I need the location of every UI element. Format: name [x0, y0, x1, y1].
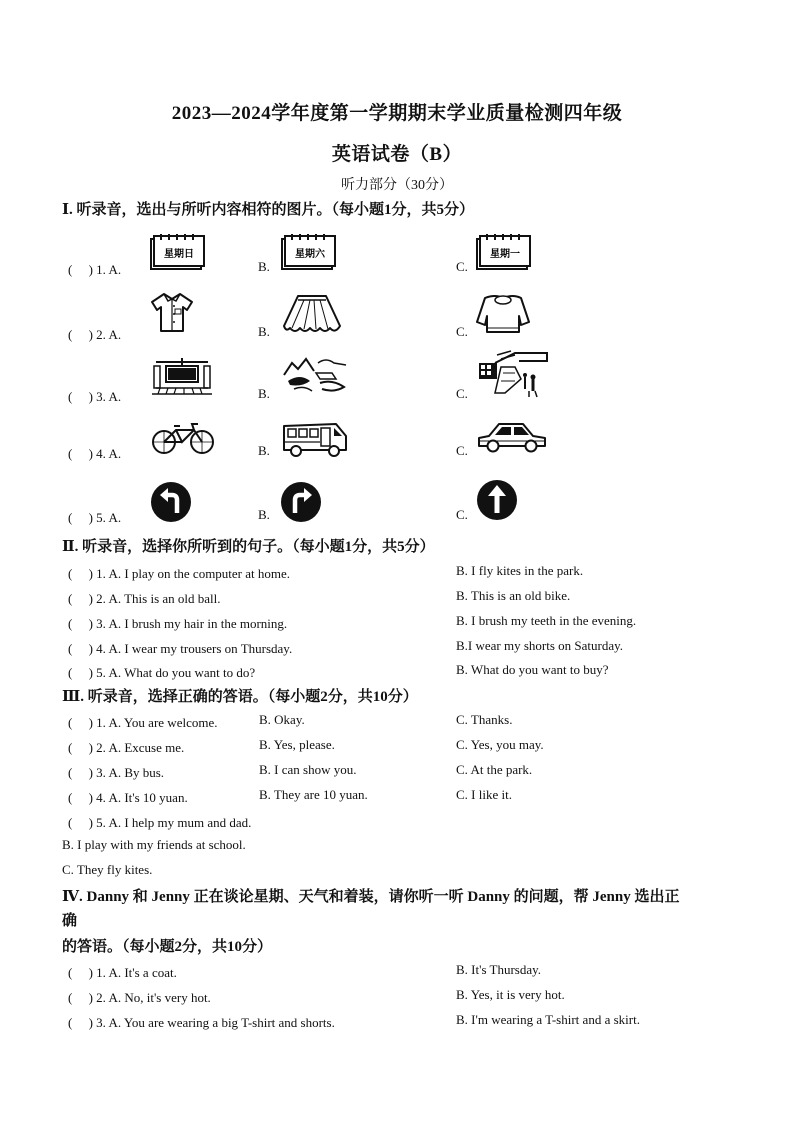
- s2-q4-option-b: B.I wear my shorts on Saturday.: [456, 638, 624, 653]
- s2-q3-option-a: ( ) 3. A. I brush my hair in the morning.: [68, 616, 288, 631]
- s2-q4-option-a: ( ) 4. A. I wear my trousers on Thursday.: [68, 641, 293, 656]
- bus-icon: [280, 420, 350, 458]
- svg-text:星期一: 星期一: [490, 249, 520, 260]
- svg-text:星期六: 星期六: [295, 249, 325, 260]
- park-icon: [280, 355, 350, 395]
- s4-q2-option-a: ( ) 2. A. No, it's very hot.: [68, 990, 211, 1005]
- s3-q4-option-a: ( ) 4. A. It's 10 yuan.: [68, 790, 188, 805]
- s3-q5-option-c: C. They fly kites.: [62, 862, 153, 877]
- s4-q3-option-b: B. I'm wearing a T-shirt and a skirt.: [456, 1012, 640, 1027]
- go-straight-icon: [476, 479, 518, 521]
- s2-q5-option-b: B. What do you want to buy?: [456, 662, 609, 677]
- s1-q3-option-c: C.: [456, 386, 468, 401]
- s3-q3-option-a: ( ) 3. A. By bus.: [68, 765, 165, 780]
- s1-q2-option-c: C.: [456, 324, 468, 339]
- cinema-icon: [150, 358, 214, 398]
- listening-part-label: 听力部分（30分）: [341, 178, 453, 193]
- s4-q3-option-a: ( ) 3. A. You are wearing a big T-shirt and shorts.: [68, 1015, 335, 1030]
- s2-q1-option-a: ( ) 1. A. I play on the computer at home.: [68, 566, 291, 581]
- turn-left-icon: [150, 481, 192, 523]
- s2-q2-option-a: ( ) 2. A. This is an old ball.: [68, 591, 221, 606]
- s1-q1-option-c: C.: [456, 259, 468, 274]
- s1-q4-option-c: C.: [456, 443, 468, 458]
- sweater-icon: [475, 292, 531, 336]
- s3-q4-option-c: C. I like it.: [456, 787, 512, 802]
- s4-q2-option-b: B. Yes, it is very hot.: [456, 987, 565, 1002]
- s2-q3-option-b: B. I brush my teeth in the evening.: [456, 613, 637, 628]
- s3-q5-option-b: B. I play with my friends at school.: [62, 837, 246, 852]
- s1-q2-number: ( ) 2. A.: [68, 327, 122, 342]
- s3-q2-option-a: ( ) 2. A. Excuse me.: [68, 740, 185, 755]
- s2-q5-option-a: ( ) 5. A. What do you want to do?: [68, 665, 256, 680]
- s1-q5-number: ( ) 5. A.: [68, 510, 122, 525]
- turn-right-icon: [280, 481, 322, 523]
- section-4-heading-wrap: 确: [62, 913, 78, 929]
- bike-icon: [150, 420, 216, 456]
- s2-q1-option-b: B. I fly kites in the park.: [456, 563, 584, 578]
- exam-title: 2023—2024学年度第一学期期末学业质量检测四年级: [171, 103, 623, 124]
- s4-q1-option-b: B. It's Thursday.: [456, 962, 542, 977]
- s1-q4-option-b: B.: [258, 443, 270, 458]
- s1-q5-option-b: B.: [258, 507, 270, 522]
- s3-q1-option-b: B. Okay.: [259, 712, 305, 727]
- section-2-heading: Ⅱ. 听录音，选择你所听到的句子。（每小题1分，共5分）: [62, 539, 435, 555]
- calendar-saturday-icon: [280, 234, 336, 272]
- section-4-heading: Ⅳ. Danny 和 Jenny 正在谈论星期、天气和着装，请你听一听 Danny 的问题，帮 Jenny 选出正: [62, 889, 680, 905]
- s3-q3-option-c: C. At the park.: [456, 762, 533, 777]
- s4-q1-option-a: ( ) 1. A. It's a coat.: [68, 965, 177, 980]
- exam-subtitle: 英语试卷（B）: [331, 144, 463, 165]
- s1-q2-option-b: B.: [258, 324, 270, 339]
- section-4-heading-line2: 的答语。（每小题2分，共10分）: [62, 939, 273, 955]
- s1-q3-number: ( ) 3. A.: [68, 389, 122, 404]
- s3-q3-option-b: B. I can show you.: [259, 762, 357, 777]
- s3-q4-option-b: B. They are 10 yuan.: [259, 787, 368, 802]
- s1-q5-option-c: C.: [456, 507, 468, 522]
- s1-q1-number: ( ) 1. A.: [68, 262, 122, 277]
- s3-q2-option-b: B. Yes, please.: [259, 737, 335, 752]
- svg-text:星期日: 星期日: [164, 249, 194, 260]
- s3-q1-option-a: ( ) 1. A. You are welcome.: [68, 715, 218, 730]
- skirt-icon: [280, 292, 344, 336]
- shirt-icon: [150, 290, 194, 334]
- s1-q3-option-b: B.: [258, 386, 270, 401]
- s3-q1-option-c: C. Thanks.: [456, 712, 513, 727]
- section-3-heading: Ⅲ. 听录音，选择正确的答语。（每小题2分，共10分）: [62, 689, 418, 705]
- section-1-heading: Ⅰ. 听录音，选出与所听内容相符的图片。（每小题1分，共5分）: [62, 202, 475, 218]
- s1-q1-option-b: B.: [258, 259, 270, 274]
- street-icon: [475, 349, 551, 399]
- s3-q5-option-a: ( ) 5. A. I help my mum and dad.: [68, 815, 252, 830]
- calendar-sunday-icon: [149, 234, 205, 272]
- car-icon: [475, 418, 549, 454]
- calendar-monday-icon: [475, 234, 531, 272]
- s3-q2-option-c: C. Yes, you may.: [456, 737, 544, 752]
- s1-q4-number: ( ) 4. A.: [68, 446, 122, 461]
- s2-q2-option-b: B. This is an old bike.: [456, 588, 571, 603]
